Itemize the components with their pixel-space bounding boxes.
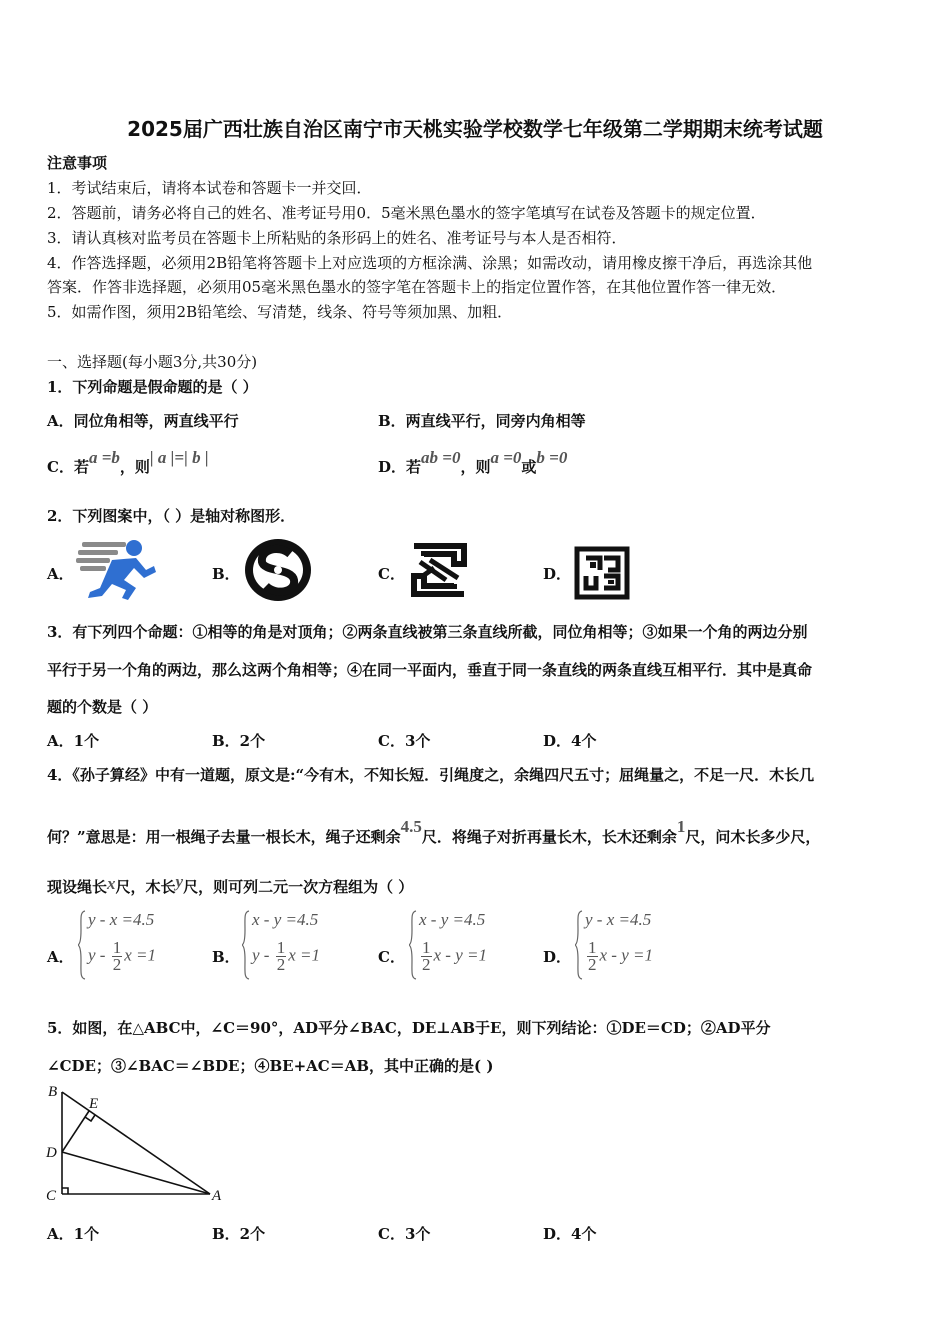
q4-math-y: y [175, 872, 184, 891]
fraction [587, 940, 598, 973]
brace-icon [78, 910, 86, 980]
side-ab [62, 1092, 210, 1194]
interlock-shape-icon [408, 542, 470, 598]
q2-label-b: B． [212, 565, 240, 583]
question-1-stem: 1．下列命题是假命题的是（ ） [47, 378, 258, 396]
numerator: 1 [588, 938, 597, 957]
q5-option-d: D．4个 [543, 1225, 597, 1243]
q4-option-c-system [409, 908, 529, 984]
q3-option-b: B．2个 [212, 732, 266, 750]
right-angle-c [62, 1188, 68, 1194]
question-3-line: 题的个数是（ ） [47, 698, 158, 716]
numerator: 1 [112, 938, 122, 957]
notice-item: 4．作答选择题，必须用2B铅笔将答题卡上对应选项的方框涂满、涂黑；如需改动，请用橡皮擦干净后，再选涂其他 [47, 254, 813, 272]
label-a: A [212, 1188, 222, 1204]
q1-option-d [378, 448, 568, 477]
notice-item: 1．考试结束后，请将本试卷和答题卡一并交回． [47, 179, 372, 197]
q5-option-a: A．1个 [47, 1225, 100, 1243]
eq-part: x =1 [288, 945, 320, 965]
q3-option-d: D．4个 [543, 732, 597, 750]
q4-option-a-label: A． [47, 948, 74, 966]
question-4-line [47, 872, 414, 897]
q1-d-prefix: D．若 [378, 458, 422, 476]
question-4-line [47, 817, 821, 847]
q4-option-b-label: B． [212, 948, 240, 966]
q2-label-d: D． [543, 565, 572, 583]
q4-option-d-label: D． [543, 948, 572, 966]
q4-text: 尺，则可列二元一次方程组为（ ） [183, 878, 414, 896]
question-3-line: 平行于另一个角的两边，那么这两个角相等；④在同一平面内，垂直于同一条直线的两条直线互相平行．其中是真命 [47, 661, 813, 679]
q4-text: 何？”意思是：用一根绳子去量一根长木，绳子还剩余 [47, 828, 401, 846]
q4-text: 尺，木长 [115, 878, 176, 896]
numerator: 1 [276, 938, 286, 957]
notice-heading: 注意事项 [47, 154, 108, 172]
equation-1: y - x =4.5 [585, 910, 652, 929]
equation-2 [585, 940, 653, 973]
brace-icon [409, 910, 417, 980]
page-title: 2025届广西壮族自治区南宁市天桃实验学校数学七年级第二学期期末统考试题 [127, 117, 823, 141]
eq-part: x - y =1 [433, 945, 487, 965]
q1-d-math-3: b =0 [536, 448, 568, 467]
notice-item: 3．请认真核对监考员在答题卡上所粘贴的条形码上的姓名、准考证号与本人是否相符． [47, 229, 627, 247]
q3-option-a: A．1个 [47, 732, 100, 750]
fraction [112, 940, 123, 973]
question-4-line: 4．《孙子算经》中有一道题，原文是:“今有木，不知长短．引绳度之，余绳四尺五寸；屈绳量之，不足一尺．木长几 [47, 766, 815, 784]
equation-2 [88, 940, 156, 973]
eq-part: x =1 [124, 945, 156, 965]
q1-c-prefix: C．若 [47, 458, 89, 476]
q1-d-math-2: a =0 [490, 448, 522, 467]
q1-option-a: A．同位角相等，两直线平行 [47, 412, 239, 430]
section-heading: 一、选择题(每小题3分,共30分) [47, 353, 258, 371]
label-b: B [48, 1084, 58, 1100]
q4-math-x: x [107, 874, 116, 893]
q4-math-1: 1 [676, 817, 686, 836]
eq-part: y - [88, 945, 110, 965]
segment-ad [62, 1152, 210, 1194]
q4-option-c-label: C． [378, 948, 405, 966]
question-5-line: 5．如图，在△ABC中，∠C＝90°，AD平分∠BAC，DE⊥AB于E，则下列结论：①DE＝CD；②AD平分 [47, 1019, 771, 1037]
fraction [421, 940, 432, 973]
q1-d-mid: ，则 [460, 458, 491, 476]
q4-option-b-system [242, 908, 362, 984]
q4-option-d-system [575, 908, 695, 984]
denominator: 2 [276, 955, 286, 974]
label-d: D [46, 1145, 57, 1161]
eq-part: y - [252, 945, 274, 965]
q1-d-math-1: ab =0 [421, 448, 461, 467]
q1-d-or: 或 [521, 458, 537, 476]
swirl-emblem-icon [242, 536, 314, 604]
equation-2 [419, 940, 487, 973]
q4-text: 尺，问木长多少尺， [685, 828, 821, 846]
numerator: 1 [422, 938, 431, 957]
maze-square-icon [574, 546, 630, 600]
brace-icon [242, 910, 250, 980]
equation-2 [252, 940, 320, 973]
q1-option-b: B．两直线平行，同旁内角相等 [378, 412, 586, 430]
q2-label-a: A． [47, 565, 74, 583]
fraction [276, 940, 287, 973]
denominator: 2 [112, 955, 122, 974]
label-e: E [89, 1096, 99, 1112]
q4-text: 尺．将绳子对折再量长木，长木还剩余 [421, 828, 677, 846]
brace-icon [575, 910, 583, 980]
q2-label-c: C． [378, 565, 405, 583]
q4-option-a-system [78, 908, 198, 984]
q1-c-mid: ，则 [119, 458, 150, 476]
running-figure-icon [76, 536, 158, 604]
q1-c-math-2: | a |=| b | [149, 448, 209, 467]
notice-item: 5．如需作图，须用2B铅笔绘、写清楚，线条、符号等须加黑、加粗． [47, 303, 513, 321]
denominator: 2 [588, 955, 597, 974]
notice-item: 答案．作答非选择题，必须用05毫米黑色墨水的签字笔在答题卡上的指定位置作答，在其他位置作答一律无效． [47, 278, 787, 296]
question-5-line: ∠CDE；③∠BAC＝∠BDE；④BE+AC＝AB，其中正确的是( ) [47, 1057, 494, 1075]
question-3-line: 3．有下列四个命题：①相等的角是对顶角；②两条直线被第三条直线所截，同位角相等；③如果一个角的两边分别 [47, 623, 808, 641]
notice-item: 2．答题前，请务必将自己的姓名、准考证号用0．5毫米黑色墨水的签字笔填写在试卷及答题卡的规定位置． [47, 204, 766, 222]
q1-c-math-1: a =b [88, 448, 120, 467]
q3-option-c: C．3个 [378, 732, 431, 750]
denominator: 2 [422, 955, 431, 974]
label-c: C [46, 1188, 57, 1204]
q1-option-c [47, 448, 209, 477]
equation-1: y - x =4.5 [88, 910, 155, 929]
q4-math-4-5: 4.5 [400, 817, 422, 836]
q5-option-c: C．3个 [378, 1225, 431, 1243]
equation-1: x - y =4.5 [252, 910, 319, 929]
eq-part: x - y =1 [599, 945, 653, 965]
equation-1: x - y =4.5 [419, 910, 486, 929]
question-2-stem: 2．下列图案中，（ ）是轴对称图形． [47, 507, 296, 525]
q5-option-b: B．2个 [212, 1225, 266, 1243]
triangle-figure [40, 1080, 230, 1208]
q4-text: 现设绳长 [47, 878, 108, 896]
